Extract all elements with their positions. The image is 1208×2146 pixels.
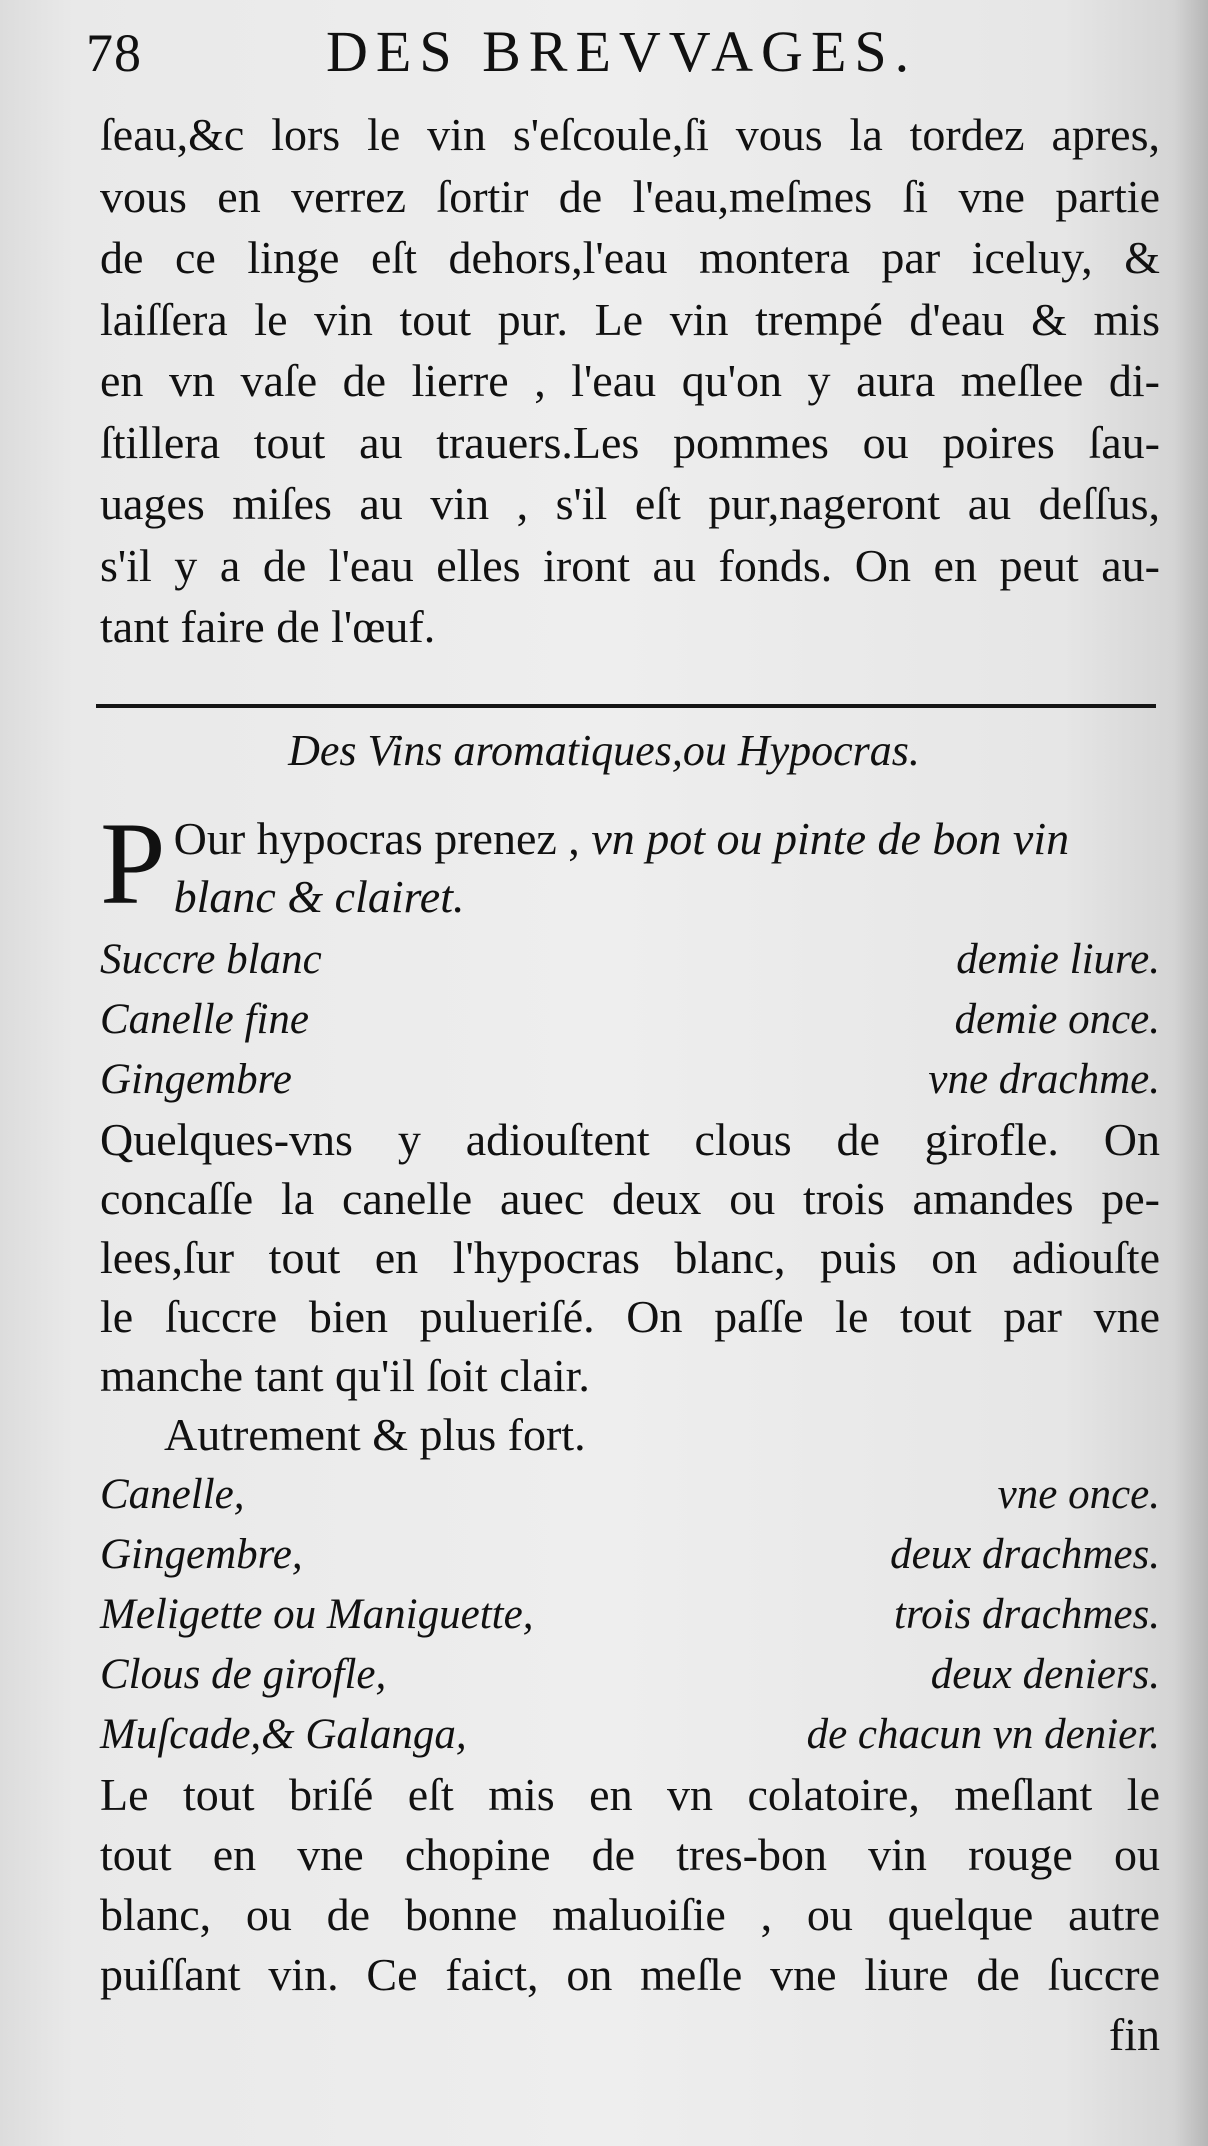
recipe-list-1	[100, 930, 1160, 1110]
page-edge-shadow	[1174, 0, 1208, 2146]
recipe-row	[100, 1705, 1160, 1765]
recipe-row	[100, 1585, 1160, 1645]
running-head: DES BREVVAGES.	[326, 19, 918, 84]
text-line: blanc & clairet.	[173, 871, 465, 922]
ingredient: Meligette ou Maniguette,	[100, 1591, 534, 1638]
ingredient: Gingembre	[100, 1056, 292, 1103]
text-line: lees,ſur tout en l'hypocras blanc, puis on adiouſte	[100, 1232, 1160, 1283]
recipe-row	[100, 1050, 1160, 1110]
intro-roman: Our hypocras prenez ,	[173, 813, 592, 864]
ingredient: Clous de girofle,	[100, 1651, 387, 1698]
quantity: trois drachmes.	[894, 1591, 1160, 1638]
text-line: manche tant qu'il ſoit clair.	[100, 1350, 590, 1401]
text-line: le ſuccre bien pulueriſé. On paſſe le tout par vne	[100, 1291, 1160, 1342]
recipe-row	[100, 930, 1160, 990]
intro-italic: vn pot ou pinte de bon vin	[591, 813, 1070, 864]
recipe-list-2	[100, 1465, 1160, 1765]
quantity: deux deniers.	[930, 1651, 1160, 1698]
recipe-row	[100, 990, 1160, 1050]
text-line: laiſſera le vin tout pur. Le vin trempé d'eau & mis	[100, 293, 1160, 345]
ingredient: Succre blanc	[100, 936, 322, 983]
drop-capital: P	[100, 810, 166, 926]
quantity: demie once.	[954, 996, 1160, 1043]
ingredient: Canelle,	[100, 1471, 245, 1518]
text-line: Le tout briſé eſt mis en vn colatoire, meſlant le	[100, 1769, 1160, 1820]
text-line: uages miſes au vin , s'il eſt pur,nageront au deſſus,	[100, 478, 1160, 529]
recipe-row	[100, 1465, 1160, 1525]
alt-recipe-heading: Autrement & plus fort.	[164, 1409, 586, 1460]
paragraph	[100, 1110, 1160, 1405]
text-line: ſeau,&c lors le vin s'eſcoule,ſi vous la tordez apres,	[100, 109, 1160, 160]
section-divider-rule	[96, 704, 1156, 708]
page-header	[86, 18, 1146, 88]
paragraph	[100, 104, 1160, 658]
text-line: blanc, ou de bonne maluoiſie , ou quelque autre	[100, 1889, 1160, 1940]
hypocras-section	[100, 810, 1160, 2065]
quantity: vne once.	[997, 1471, 1160, 1518]
text-line: tout en vne chopine de tres-bon vin rouge ou	[100, 1829, 1160, 1880]
quantity: deux drachmes.	[890, 1531, 1160, 1578]
text-line: en vn vaſe de lierre , l'eau qu'on y aura meſlee di-	[100, 355, 1160, 406]
text-line: puiſſant vin. Ce faict, on meſle vne liure de ſuccre	[100, 1949, 1160, 2000]
quantity: demie liure.	[956, 936, 1160, 983]
text-line: vous en verrez ſortir de l'eau,meſmes ſi vne partie	[100, 170, 1160, 222]
text-line: tant faire de l'œuf.	[100, 601, 436, 652]
text-line: de ce linge eſt dehors,l'eau montera par iceluy, &	[100, 232, 1160, 283]
text-line	[100, 810, 1160, 868]
recipe-row	[100, 1525, 1160, 1585]
text-line: concaſſe la canelle auec deux ou trois amandes pe-	[100, 1173, 1160, 1224]
continued-paragraph	[100, 104, 1160, 658]
ingredient: Muſcade,& Galanga,	[100, 1711, 467, 1758]
ingredient: Canelle fine	[100, 996, 309, 1043]
recipe-row	[100, 1645, 1160, 1705]
paragraph	[100, 1765, 1160, 2005]
text-line: Quelques-vns y adiouſtent clous de girofle. On	[100, 1114, 1160, 1165]
text-line: ſtillera tout au trauers.Les pommes ou poires ſau-	[100, 416, 1160, 468]
section-title: Des Vins aromatiques,ou Hypocras.	[288, 726, 920, 775]
quantity: de chacun vn denier.	[806, 1711, 1160, 1758]
intro-paragraph	[100, 810, 1160, 926]
ingredient: Gingembre,	[100, 1531, 303, 1578]
text-line: s'il y a de l'eau elles iront au fonds. On en peut au-	[100, 539, 1160, 591]
quantity: vne drachme.	[928, 1056, 1160, 1103]
catchword: fin	[1108, 2009, 1160, 2060]
page-number: 78	[86, 23, 142, 83]
